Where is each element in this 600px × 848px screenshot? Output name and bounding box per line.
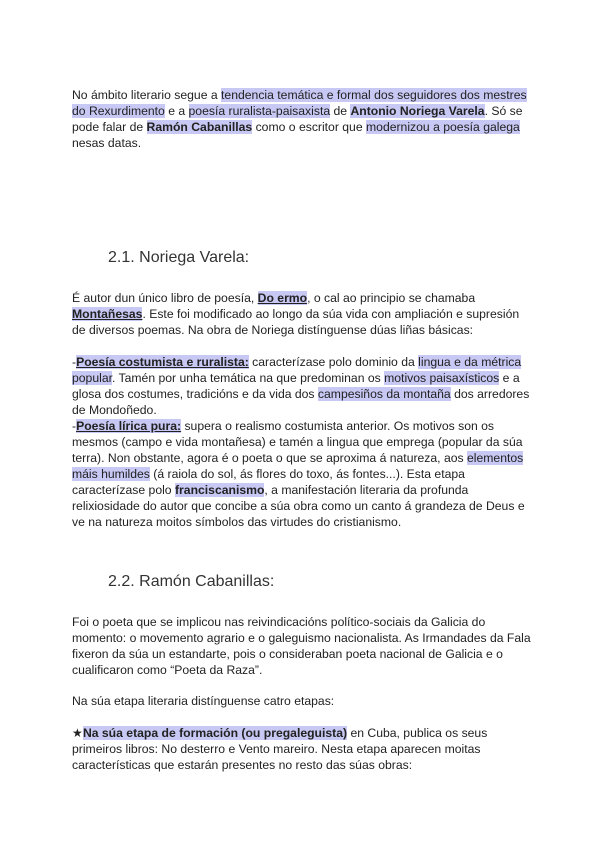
cabanillas-p3-text-1: en Cuba, publica os seus primeiros libros: No desterro e Vento mareiro. Nesta etapa aparecen moitas características que estarán presentes no resto das súas obras: — [72, 726, 488, 772]
noriega-p1-text-3: . Este foi modificado ao longo da súa vida con ampliación e supresión de diversos poemas. Na obra de Noriega distínguense dúas liñas básicas: — [72, 307, 520, 337]
noriega-p2-text-1: caracterízase polo dominio da — [248, 355, 419, 369]
noriega-p2-text-3: e a glosa dos costumes, tradicións e da vida dos — [72, 371, 520, 401]
noriega-p2-text-4: dos arredores de Mondoñedo. — [72, 387, 530, 417]
intro-text-4: . Só se pode falar de — [72, 104, 523, 134]
highlight-noriega-varela: Antonio Noriega Varela — [350, 104, 485, 118]
dash-bullet: - — [72, 355, 77, 369]
highlight-montanesas: Montañesas — [72, 307, 143, 321]
intro-paragraph — [72, 87, 532, 151]
intro-text-1: No ámbito literario segue a — [72, 88, 222, 102]
cabanillas-paragraph-1: Foi o poeta que se implicou nas reivindicacións político-sociais da Galicia do momento: o movemento agrario e o galeguismo nacionalista. As Irmandades da Fala fixeron da súa un estandarte, pois o consideraban poeta nacional de Galicia e o cualificaron como “Poeta da Raza”. — [72, 615, 531, 677]
highlight-campesinos: campesiños da montaña — [317, 387, 451, 401]
cabanillas-paragraph-3 — [72, 725, 532, 773]
highlight-elementos-humildes: elementos máis humildes — [72, 451, 524, 481]
highlight-franciscanismo: franciscanismo — [174, 483, 265, 497]
intro-text-5: como o escritor que — [252, 120, 367, 134]
noriega-p3-text-1: supera o realismo costumista anterior. Os motivos son os mesmos (campo e vida montañesa) e tamén a lingua que emprega (popular da súa terra). Non obstante, agora é o poeta o que se aproxima á natureza, aos — [72, 419, 523, 465]
highlight-ramon-cabanillas: Ramón Cabanillas — [146, 120, 253, 134]
cabanillas-paragraph-2: Na súa etapa literaria distínguense catro etapas: — [72, 694, 335, 708]
highlight-poesia-ruralista: poesía ruralista-paisaxista — [188, 104, 331, 118]
highlight-motivos-paisaxisticos: motivos paisaxísticos — [384, 371, 500, 385]
highlight-etapa-formacion: Na súa etapa de formación (ou pregaleguista) — [82, 726, 348, 740]
noriega-p1-text-2: , o cal ao principio se chamaba — [307, 291, 476, 305]
star-icon: ★ — [72, 726, 83, 740]
noriega-p1-text-1: É autor dun único libro de poesía, — [72, 291, 258, 305]
dash-bullet: - — [72, 419, 77, 433]
section-heading-noriega: 2.1. Noriega Varela: — [108, 249, 250, 266]
intro-text-2: e a — [164, 104, 189, 118]
noriega-p2-text-2: . Tamén por unha temática na que predominan os — [111, 371, 385, 385]
highlight-poesia-lirica: Poesía lírica pura: — [76, 419, 182, 433]
intro-text-3: de — [330, 104, 351, 118]
section-heading-cabanillas: 2.2. Ramón Cabanillas: — [108, 573, 275, 590]
noriega-paragraph-1 — [72, 290, 532, 338]
noriega-p3-text-3: , a manifestación literaria da profunda relixiosidade do autor que concibe a súa obra como un canto á grandeza de Deus e ve na natureza moitos símbolos das virtudes do cristianismo. — [72, 483, 525, 529]
noriega-paragraph-2 — [72, 354, 532, 530]
intro-text-6: nesas datas. — [72, 136, 142, 150]
highlight-lingua-metrica: lingua e da métrica popular — [72, 355, 522, 385]
highlight-do-ermo: Do ermo — [257, 291, 308, 305]
noriega-p3-text-2: (á raiola do sol, ás flores do toxo, ás fontes...). Esta etapa caracterízase polo — [72, 467, 465, 497]
highlight-tendencia: tendencia temática e formal dos seguidores dos mestres do Rexurdimento — [72, 88, 527, 118]
highlight-modernizou: modernizou a poesía galega — [366, 120, 520, 134]
highlight-poesia-costumista: Poesía costumista e ruralista: — [76, 355, 249, 369]
